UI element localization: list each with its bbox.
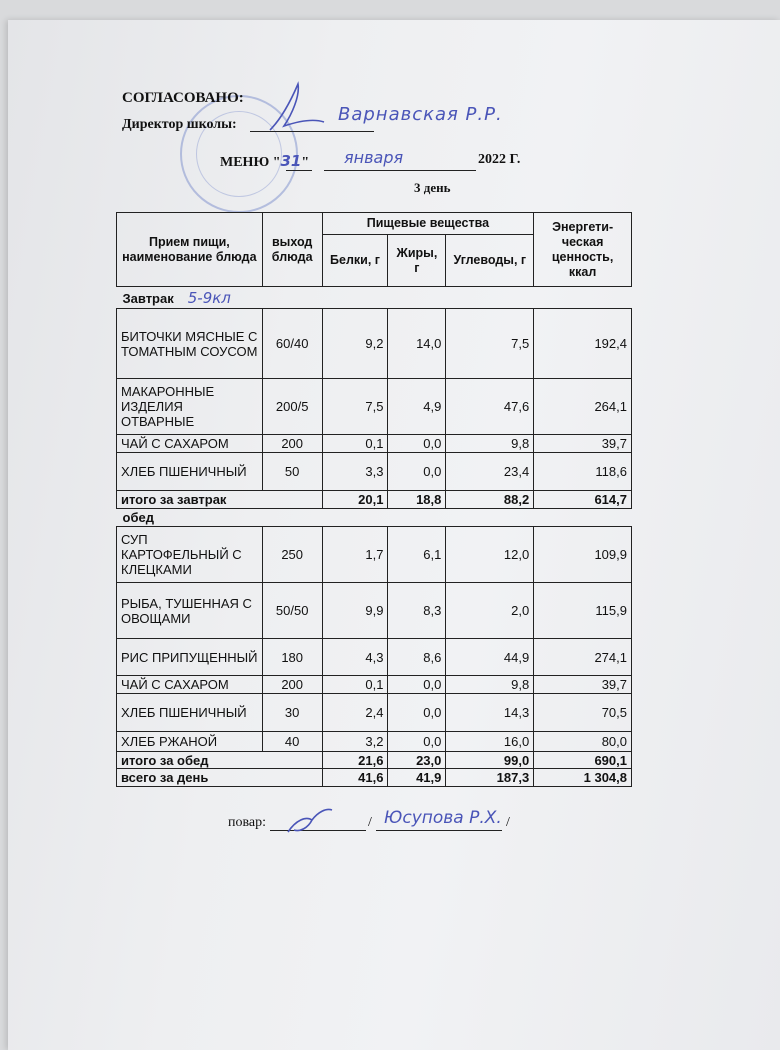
director-signature (262, 78, 332, 138)
dish-carbs: 12,0 (446, 527, 534, 583)
dish-row (117, 453, 632, 491)
dish-fat: 0,0 (388, 676, 446, 694)
col-protein-header: Белки, г (322, 235, 388, 287)
total-fat: 18,8 (388, 491, 446, 509)
dish-name: ХЛЕБ РЖАНОЙ (117, 732, 263, 752)
dish-name: ЧАЙ С САХАРОМ (117, 435, 263, 453)
total-energy: 1 304,8 (534, 769, 632, 787)
total-fat: 41,9 (388, 769, 446, 787)
dish-carbs: 23,4 (446, 453, 534, 491)
dish-carbs: 7,5 (446, 309, 534, 379)
dish-carbs: 9,8 (446, 435, 534, 453)
dish-row (117, 732, 632, 752)
dish-row (117, 527, 632, 583)
dish-protein: 0,1 (322, 435, 388, 453)
cook-signature (282, 806, 342, 840)
col-energy-header: Энергети-ческая ценность, ккал (534, 213, 632, 287)
dish-row (117, 583, 632, 639)
lunch-rows (117, 527, 632, 752)
dish-name: СУП КАРТОФЕЛЬНЫЙ С КЛЕЦКАМИ (117, 527, 263, 583)
dish-carbs: 2,0 (446, 583, 534, 639)
breakfast-rows (117, 309, 632, 491)
total-carbs: 99,0 (446, 752, 534, 769)
menu-day-handwritten: 31 (280, 152, 302, 170)
dish-fat: 4,9 (388, 379, 446, 435)
day-total-row (117, 769, 632, 787)
col-fat-header: Жиры, г (388, 235, 446, 287)
dish-output: 200 (262, 676, 322, 694)
approved-heading: СОГЛАСОВАНО: (122, 90, 244, 106)
dish-protein: 3,2 (322, 732, 388, 752)
cook-label: повар: (228, 815, 267, 830)
lunch-total-row (117, 752, 632, 769)
menu-year: 2022 Г. (478, 152, 521, 167)
dish-carbs: 47,6 (446, 379, 534, 435)
dish-row (117, 435, 632, 453)
cook-name-handwritten: Юсупова Р.Х. (384, 808, 502, 828)
dish-output: 200/5 (262, 379, 322, 435)
dish-energy: 109,9 (534, 527, 632, 583)
menu-month-line (324, 170, 476, 171)
lunch-label: обед (117, 509, 632, 527)
breakfast-section-row (117, 287, 632, 309)
dish-energy: 118,6 (534, 453, 632, 491)
dish-carbs: 9,8 (446, 676, 534, 694)
dish-protein: 9,9 (322, 583, 388, 639)
dish-output: 40 (262, 732, 322, 752)
col-meal-header: Прием пищи, наименование блюда (117, 213, 263, 287)
dish-output: 50 (262, 453, 322, 491)
dish-protein: 9,2 (322, 309, 388, 379)
dish-fat: 8,3 (388, 583, 446, 639)
lunch-section-row (117, 509, 632, 527)
total-protein: 21,6 (322, 752, 388, 769)
dish-row (117, 379, 632, 435)
dish-energy: 115,9 (534, 583, 632, 639)
cook-end-slash: / (506, 815, 510, 830)
total-label: всего за день (117, 769, 323, 787)
dish-energy: 274,1 (534, 639, 632, 676)
dish-energy: 70,5 (534, 694, 632, 732)
breakfast-label: Завтрак (122, 290, 174, 306)
dish-name: РИС ПРИПУЩЕННЫЙ (117, 639, 263, 676)
day-label: 3 день (414, 180, 451, 195)
dish-output: 60/40 (262, 309, 322, 379)
dish-fat: 0,0 (388, 435, 446, 453)
col-output-header: выход блюда (262, 213, 322, 287)
dish-fat: 8,6 (388, 639, 446, 676)
dish-protein: 3,3 (322, 453, 388, 491)
dish-name: МАКАРОННЫЕ ИЗДЕЛИЯ ОТВАРНЫЕ (117, 379, 263, 435)
total-energy: 690,1 (534, 752, 632, 769)
dish-fat: 14,0 (388, 309, 446, 379)
dish-energy: 80,0 (534, 732, 632, 752)
breakfast-grade-handwritten: 5-9кл (187, 288, 231, 307)
dish-fat: 0,0 (388, 694, 446, 732)
dish-protein: 1,7 (322, 527, 388, 583)
dish-name: ЧАЙ С САХАРОМ (117, 676, 263, 694)
dish-protein: 2,4 (322, 694, 388, 732)
col-carbs-header: Углеводы, г (446, 235, 534, 287)
dish-output: 50/50 (262, 583, 322, 639)
dish-output: 180 (262, 639, 322, 676)
dish-energy: 192,4 (534, 309, 632, 379)
dish-name: БИТОЧКИ МЯСНЫЕ С ТОМАТНЫМ СОУСОМ (117, 309, 263, 379)
cook-separator: / (368, 815, 372, 830)
dish-output: 200 (262, 435, 322, 453)
total-protein: 41,6 (322, 769, 388, 787)
menu-day-line (286, 170, 312, 171)
total-label: итого за обед (117, 752, 323, 769)
dish-carbs: 44,9 (446, 639, 534, 676)
dish-carbs: 16,0 (446, 732, 534, 752)
total-carbs: 187,3 (446, 769, 534, 787)
dish-output: 250 (262, 527, 322, 583)
dish-row (117, 309, 632, 379)
breakfast-total-row (117, 491, 632, 509)
total-label: итого за завтрак (117, 491, 323, 509)
menu-label: МЕНЮ "31" (220, 152, 310, 170)
dish-protein: 7,5 (322, 379, 388, 435)
dish-energy: 264,1 (534, 379, 632, 435)
dish-protein: 4,3 (322, 639, 388, 676)
dish-energy: 39,7 (534, 676, 632, 694)
dish-fat: 0,0 (388, 453, 446, 491)
dish-protein: 0,1 (322, 676, 388, 694)
dish-carbs: 14,3 (446, 694, 534, 732)
total-protein: 20,1 (322, 491, 388, 509)
menu-month-handwritten: января (344, 148, 404, 167)
dish-energy: 39,7 (534, 435, 632, 453)
dish-name: ХЛЕБ ПШЕНИЧНЫЙ (117, 694, 263, 732)
dish-output: 30 (262, 694, 322, 732)
menu-table (116, 212, 632, 787)
dish-name: ХЛЕБ ПШЕНИЧНЫЙ (117, 453, 263, 491)
col-nutrients-header: Пищевые вещества (322, 213, 534, 235)
dish-row (117, 639, 632, 676)
dish-fat: 6,1 (388, 527, 446, 583)
director-label: Директор школы: (122, 117, 237, 132)
cook-name-line (376, 830, 502, 831)
director-name-handwritten: Варнавская Р.Р. (338, 104, 503, 125)
total-energy: 614,7 (534, 491, 632, 509)
dish-fat: 0,0 (388, 732, 446, 752)
dish-name: РЫБА, ТУШЕННАЯ С ОВОЩАМИ (117, 583, 263, 639)
total-fat: 23,0 (388, 752, 446, 769)
dish-row (117, 676, 632, 694)
total-carbs: 88,2 (446, 491, 534, 509)
dish-row (117, 694, 632, 732)
